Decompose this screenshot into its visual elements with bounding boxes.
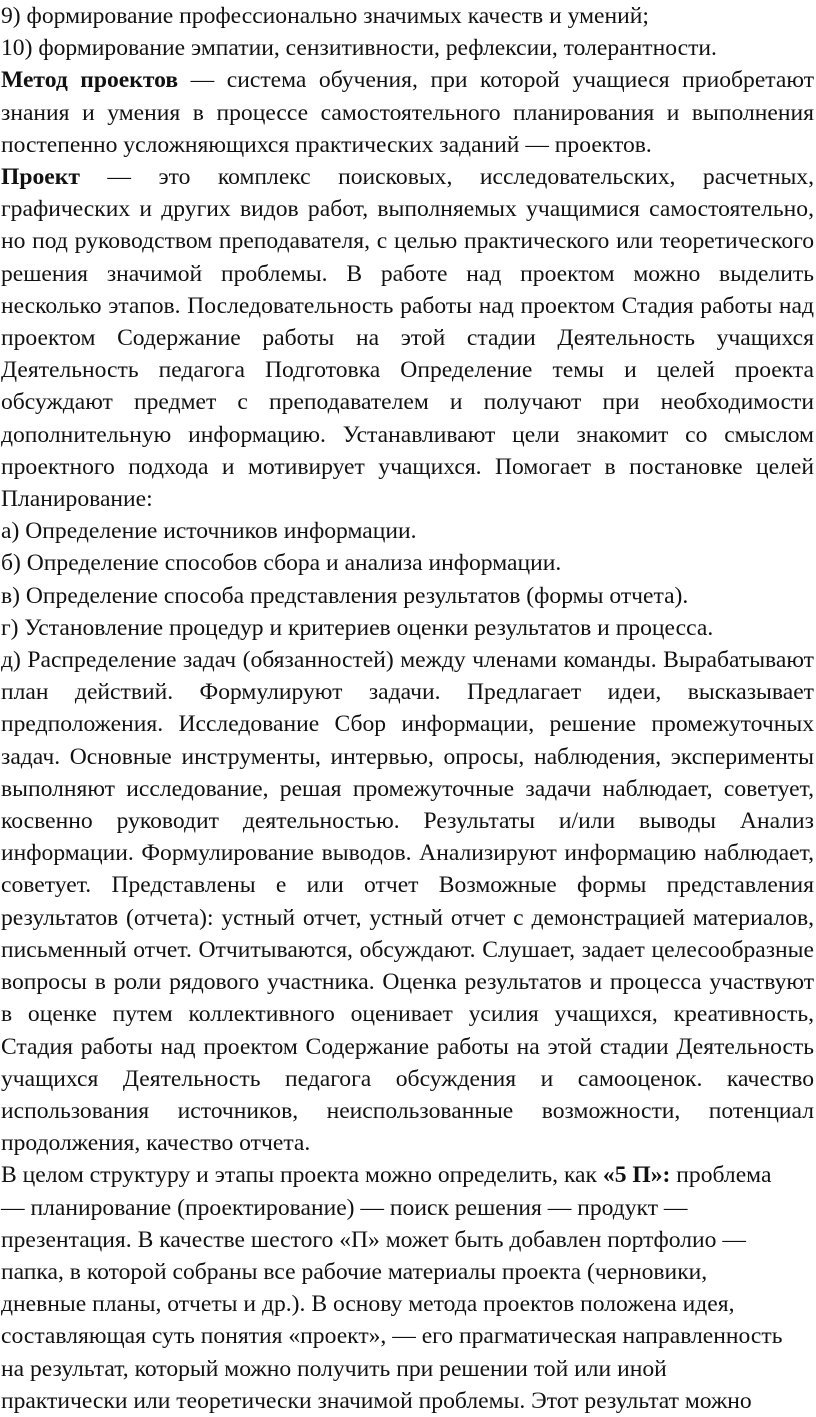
- text-line: составляющая суть понятия «проект», — его прагматическая направленность: [1, 1323, 783, 1350]
- planning-item-b: б) Определение способов сбора и анализа информации.: [1, 550, 562, 577]
- text-line: папка, в которой собраны все рабочие материалы проекта (черновики,: [1, 1258, 708, 1285]
- text-line: дневные планы, отчеты и др.). В основу метода проектов положена идея,: [1, 1291, 735, 1318]
- five-p-label: «5 П»:: [602, 1162, 671, 1189]
- project-paragraph: [1, 161, 814, 515]
- list-item-10: 10) формирование эмпатии, сензитивности, рефлексии, толерантности.: [1, 35, 717, 62]
- planning-item-g: г) Установление процедур и критериев оценки результатов и процесса.: [1, 614, 714, 641]
- text-line: презентация. В качестве шестого «П» может быть добавлен портфолио —: [1, 1226, 746, 1253]
- text-line: на результат, который можно получить при решении той или иной: [1, 1355, 667, 1382]
- text-line: [1, 1159, 814, 1191]
- method-term: Метод проектов: [1, 67, 179, 94]
- planning-item-a: а) Определение источников информации.: [1, 518, 417, 545]
- text-line: — планирование (проектирование) — поиск решения — продукт —: [1, 1194, 688, 1221]
- method-definition: — система обучения, при которой учащиеся приобретают знания и умения в процессе самостоятельного планирования и выполнения постепенно усложняющихся практических заданий — проектов.: [1, 67, 815, 158]
- list-item-9: 9) формирование профессионально значимых качеств и умений;: [1, 3, 649, 29]
- project-definition: — это комплекс поисковых, исследовательских, расчетных, графических и других видов работ, выполняемых учащимися самостоятельно, но под руководством преподавателя, с целью практического или теоретического решения значимой проблемы. В работе над проектом можно выделить несколько этапов. Последовательность работы над проектом Стадия работы над проектом Содержание работы на этой стадии Деятельность учащихся Деятельность педагога Подготовка Определение темы и целей проекта обсуждают предмет с преподавателем и получают при необходимости дополнительную информацию. Устанавливают цели знакомит со смыслом проектного подхода и мотивирует учащихся. Помогает в постановке целей Планирование:: [1, 164, 814, 513]
- planning-item-c: в) Определение способа представления результатов (формы отчета).: [1, 582, 689, 609]
- planning-item-d-paragraph: д) Распределение задач (обязанностей) между членами команды. Вырабатывают план действий. Формулируют задачи. Предлагает идеи, высказывает предположения. Исследование Сбор информации, решение промежуточных задач. Основные инструменты, интервью, опросы, наблюдения, эксперименты выполняют исследование, решая промежуточные задачи наблюдает, советует, косвенно руководит деятельностью. Результаты и/или выводы Анализ информации. Формулирование выводов. Анализируют информацию наблюдает, советует. Представлены е или отчет Возможные формы представления результатов (отчета): устный отчет, устный отчет с демонстрацией материалов, письменный отчет. Отчитываются, обсуждают. Слушает, задает целесообразные вопросы в роли рядового участника. Оценка результатов и процесса участвуют в оценке путем коллективного оценивает усилия учащихся, креативность, Стадия работы над проектом Содержание работы на этой стадии Деятельность учащихся Деятельность педагога обсуждения и самооценок. качество использования источников, неиспользованные возможности, потенциал продолжения, качество отчета.: [1, 647, 814, 1157]
- text-span: проблема: [670, 1162, 772, 1189]
- method-paragraph: [1, 64, 814, 161]
- text-line: практически или теоретически значимой проблемы. Этот результат можно: [1, 1387, 752, 1414]
- text-span: В целом структуру и этапы проекта можно определить, как: [1, 1162, 603, 1189]
- five-p-paragraph: [1, 1159, 814, 1417]
- project-term: Проект: [1, 164, 80, 191]
